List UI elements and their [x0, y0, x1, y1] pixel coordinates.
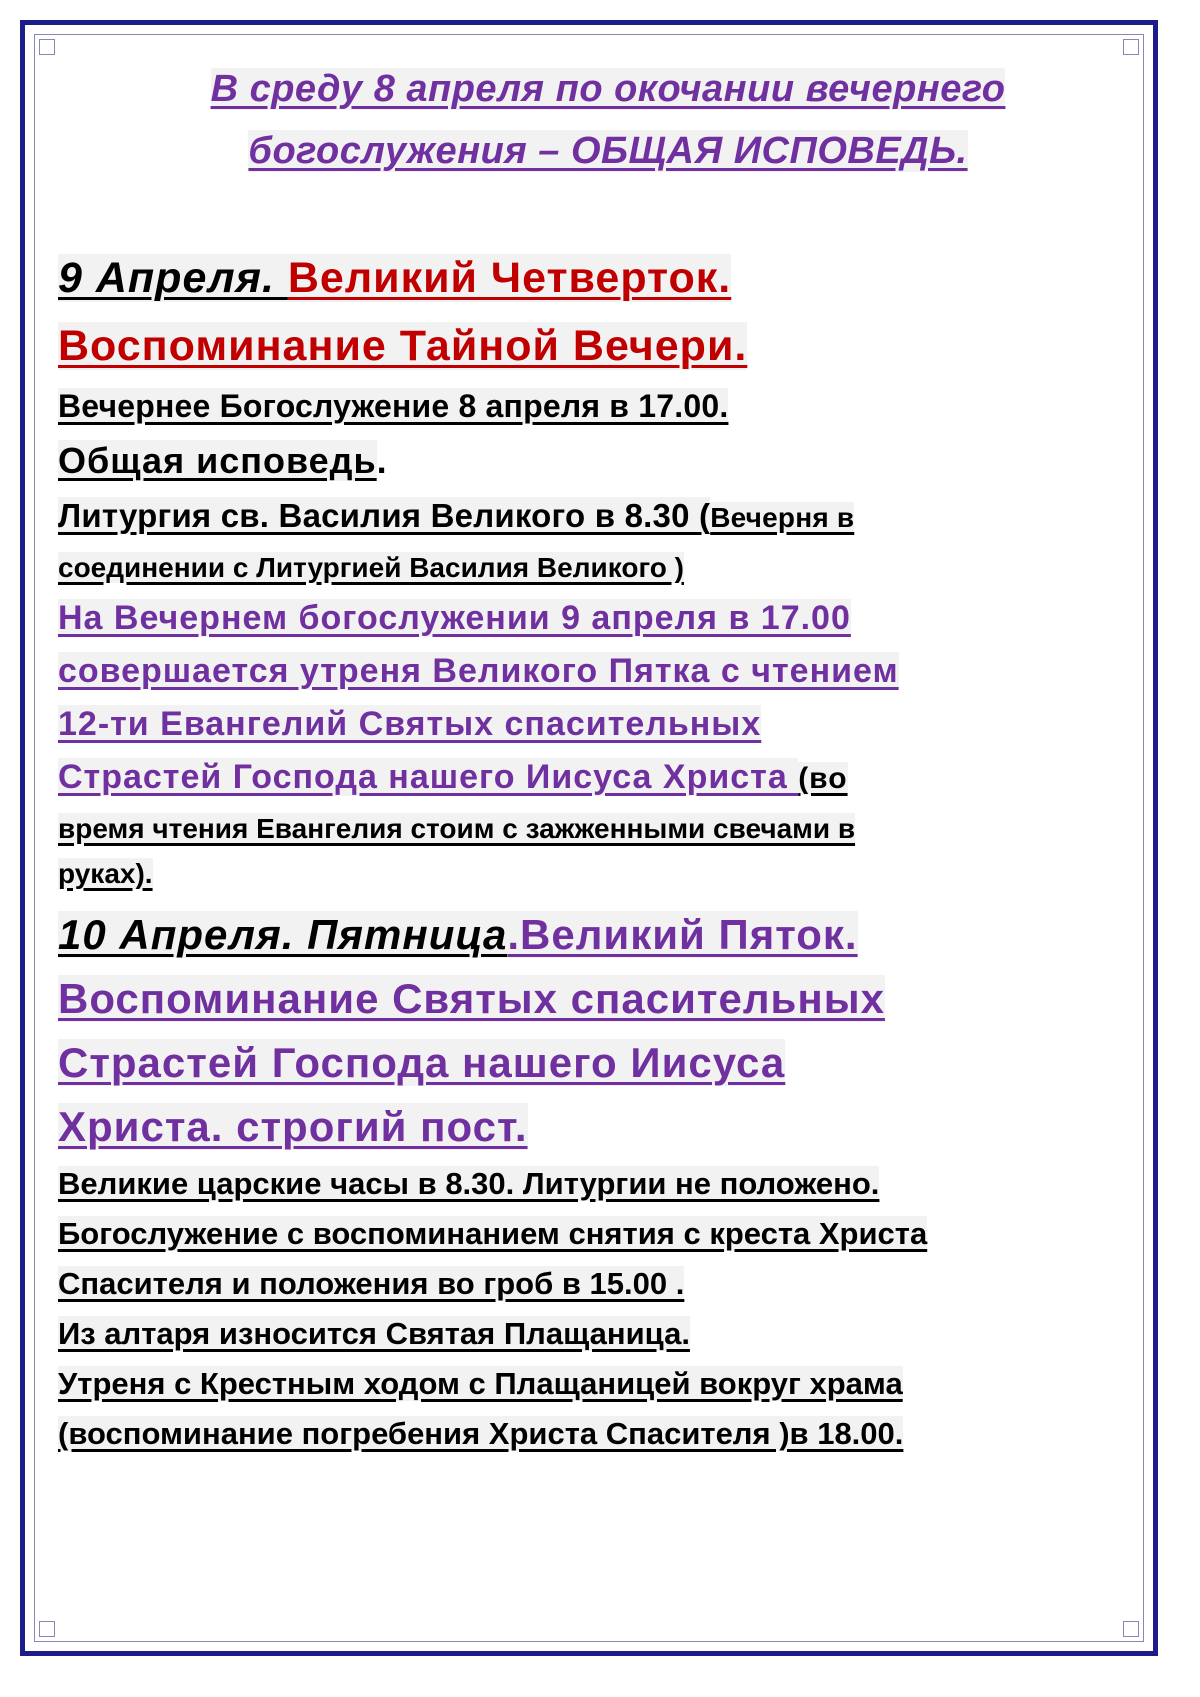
- text-11: [58, 805, 1138, 853]
- friday-date: 10 Апреля. Пятница: [58, 911, 508, 958]
- text-7: [58, 592, 1138, 645]
- matins-line-3: 12-ти Евангелий Святых спасительных: [58, 705, 762, 743]
- thursday-title: Великий Четверток.: [287, 254, 732, 302]
- corner-ornament: [1123, 1621, 1139, 1637]
- matins-procession-line-1: Утреня с Крестным ходом с Плащаницей вокруг храма: [58, 1366, 903, 1401]
- matins-procession-line-2: (воспоминание погребения Христа Спасителя )в 18.00.: [58, 1416, 904, 1451]
- text-5: [58, 489, 1138, 544]
- liturgy-note-start: Вечерня в: [710, 502, 855, 533]
- text-15: [58, 1095, 1138, 1159]
- corner-ornament: [1123, 39, 1139, 55]
- text-10: [58, 751, 1138, 805]
- text-20: [58, 1359, 1138, 1409]
- corner-ornament: [39, 39, 55, 55]
- deposition-service-line-2: Спасителя и положения во гроб в 15.00 .: [58, 1266, 685, 1301]
- thursday-heading: [58, 244, 1138, 312]
- confession-dot: .: [376, 440, 388, 481]
- text-9: [58, 698, 1138, 751]
- matins-line-1: На Вечернем богослужении 9 апреля в 17.00: [58, 599, 851, 637]
- gospel-note-start: (во: [798, 762, 848, 795]
- thursday-title-line2: Воспоминание Тайной Вечери.: [58, 322, 748, 370]
- matins-line-2: совершается утреня Великого Пятка с чтением: [58, 652, 899, 690]
- text-14: [58, 1031, 1138, 1095]
- text-21: [58, 1409, 1138, 1459]
- friday-heading: [58, 903, 1138, 967]
- document-body: [58, 58, 1138, 1459]
- thursday-section: [58, 244, 1138, 895]
- header-line-2: богослужения – ОБЩАЯ ИСПОВЕДЬ.: [248, 130, 968, 172]
- text-12: [58, 853, 1138, 895]
- deposition-service-line-1: Богослужение с воспоминанием снятия с креста Христа: [58, 1216, 928, 1251]
- friday-title-line4: Христа. строгий пост.: [58, 1103, 528, 1150]
- header-line-1: В среду 8 апреля по окочании вечернего: [210, 68, 1006, 110]
- evening-service: Вечернее Богослужение 8 апреля в 17.00.: [58, 388, 729, 424]
- announcement-header: [78, 58, 1138, 182]
- friday-section: [58, 903, 1138, 1459]
- text-8: [58, 645, 1138, 698]
- shroud-procession: Из алтаря износится Святая Плащаница.: [58, 1316, 690, 1351]
- royal-hours: Великие царские часы в 8.30. Литургии не положено.: [58, 1166, 880, 1201]
- text-3: [58, 380, 1138, 433]
- friday-title-line2: Воспоминание Святых спасительных: [58, 975, 885, 1022]
- liturgy-line: Литургия св. Василия Великого в 8.30 (: [58, 497, 711, 534]
- gospel-note-line-3: руках).: [58, 858, 153, 889]
- corner-ornament: [39, 1621, 55, 1637]
- gospel-note-line-2: время чтения Евангелия стоим с зажженными свечами в: [58, 813, 856, 844]
- friday-dot: .: [507, 911, 521, 958]
- text-18: [58, 1259, 1138, 1309]
- text-2: [58, 312, 1138, 380]
- thursday-date: 9 Апреля.: [58, 254, 288, 302]
- text-13: [58, 967, 1138, 1031]
- friday-title: Великий Пяток.: [520, 911, 858, 958]
- text-17: [58, 1209, 1138, 1259]
- general-confession: Общая исповедь: [58, 440, 377, 481]
- matins-line-4: Страстей Господа нашего Иисуса Христа: [58, 758, 799, 796]
- friday-title-line3: Страстей Господа нашего Иисуса: [58, 1039, 786, 1086]
- text-6: [58, 544, 1138, 592]
- text-19: [58, 1309, 1138, 1359]
- text-16: [58, 1159, 1138, 1209]
- liturgy-line-2: соединении с Литургией Василия Великого ): [58, 552, 684, 583]
- text-4: [58, 433, 1138, 489]
